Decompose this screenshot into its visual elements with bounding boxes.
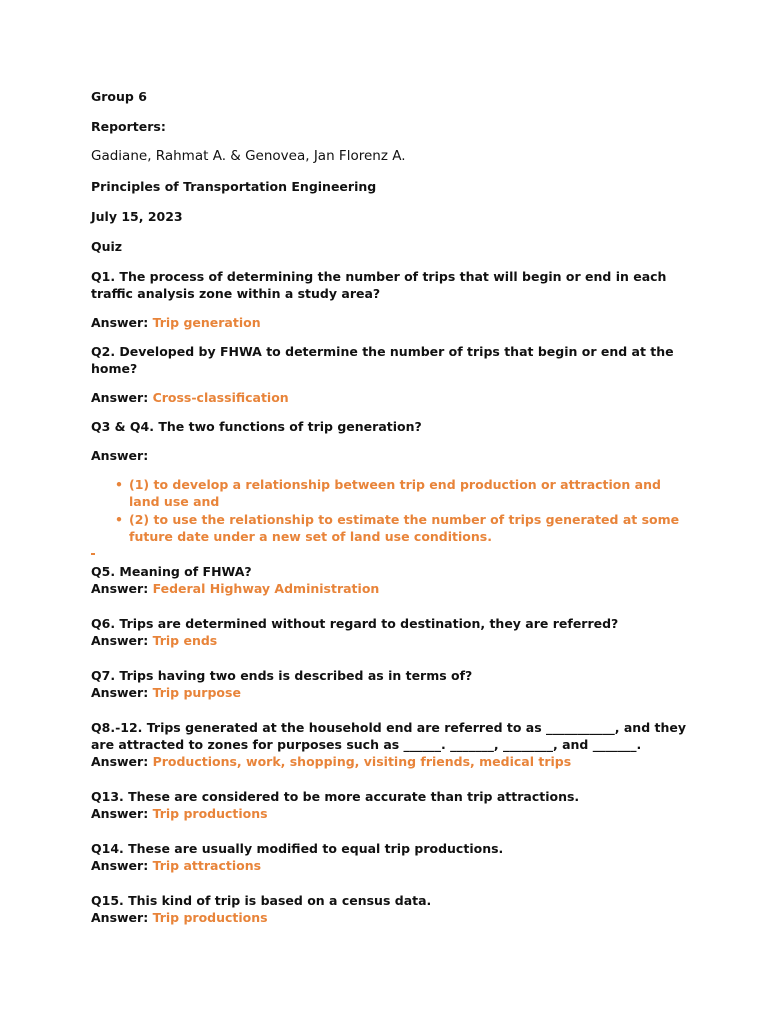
qa-block-5 <box>91 563 691 597</box>
answer-label: Answer: <box>91 581 149 596</box>
question-7: Q7. Trips having two ends is described as in terms of? <box>91 668 473 683</box>
group-title: Group 6 <box>91 89 147 104</box>
answer-label: Answer: <box>91 806 149 821</box>
answer-8-12 <box>91 753 691 770</box>
qa-block-13 <box>91 788 691 822</box>
question-13: Q13. These are considered to be more accurate than trip attractions. <box>91 789 580 804</box>
reporters-names: Gadiane, Rahmat A. & Genovea, Jan Florenz A. <box>91 148 406 164</box>
document-page <box>91 88 691 938</box>
answer-label-3-4: Answer: <box>91 448 149 463</box>
reporters-label: Reporters: <box>91 119 166 134</box>
question-8-12: Q8.-12. Trips generated at the household end are referred to as ___________, and they are attracted to zones for purposes such as ______. _______, ________, and _______. <box>91 720 686 752</box>
answer-7-text: Trip purpose <box>152 685 241 700</box>
question-1: Q1. The process of determining the number of trips that will begin or end in each traffic analysis zone within a study area? <box>91 269 667 301</box>
question-2: Q2. Developed by FHWA to determine the number of trips that begin or end at the home? <box>91 344 674 376</box>
answer-2-text: Cross-classification <box>152 390 289 405</box>
document-header <box>91 88 691 255</box>
answer-6 <box>91 632 691 649</box>
list-item: • (2) to use the relationship to estimate the number of trips generated at some future date under a new set of land use conditions. <box>115 512 680 544</box>
answer-6-text: Trip ends <box>152 633 218 648</box>
course-title: Principles of Transportation Engineering <box>91 179 377 194</box>
question-15: Q15. This kind of trip is based on a census data. <box>91 893 432 908</box>
qa-block-7 <box>91 667 691 701</box>
question-14: Q14. These are usually modified to equal trip productions. <box>91 841 504 856</box>
answer-label: Answer: <box>91 910 149 925</box>
answer-8-12-text: Productions, work, shopping, visiting friends, medical trips <box>152 754 572 769</box>
answer-5-text: Federal Highway Administration <box>152 581 380 596</box>
answer-label: Answer: <box>91 754 149 769</box>
answer-label: Answer: <box>91 315 149 330</box>
answer-13 <box>91 805 691 822</box>
answer-13-text: Trip productions <box>152 806 268 821</box>
qa-block-14 <box>91 840 691 874</box>
question-3-4: Q3 & Q4. The two functions of trip generation? <box>91 419 422 434</box>
answer-1-text: Trip generation <box>152 315 261 330</box>
answer-label: Answer: <box>91 390 149 405</box>
answer-label: Answer: <box>91 858 149 873</box>
answer-14 <box>91 857 691 874</box>
qa-block-6 <box>91 615 691 649</box>
answer-label: Answer: <box>91 685 149 700</box>
answer-label: Answer: <box>91 633 149 648</box>
document-type: Quiz <box>91 239 123 254</box>
answer-14-text: Trip attractions <box>152 858 262 873</box>
stray-mark <box>91 553 95 555</box>
answer-5 <box>91 580 691 597</box>
answer-2 <box>91 389 691 406</box>
answer-3-4-list <box>91 476 691 545</box>
question-5: Q5. Meaning of FHWA? <box>91 564 252 579</box>
answer-15-text: Trip productions <box>152 910 268 925</box>
answer-15 <box>91 909 691 926</box>
qa-block-15 <box>91 892 691 926</box>
document-date: July 15, 2023 <box>91 209 183 224</box>
answer-7 <box>91 684 691 701</box>
qa-block-8-12 <box>91 719 691 770</box>
answer-1 <box>91 314 691 331</box>
list-item: • (1) to develop a relationship between trip end production or attraction and land use and <box>115 477 661 509</box>
question-6: Q6. Trips are determined without regard to destination, they are referred? <box>91 616 619 631</box>
